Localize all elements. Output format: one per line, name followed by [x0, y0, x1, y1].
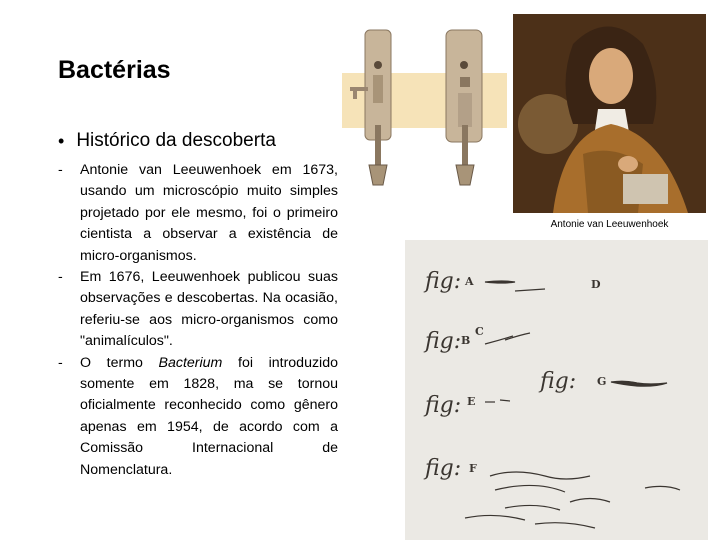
figure-letter-f: F: [469, 462, 477, 475]
list-item: [58, 267, 338, 353]
slide-title: Bactérias: [58, 56, 171, 84]
bullet-heading: [58, 130, 276, 152]
fig-label: fig:: [540, 369, 577, 394]
portrait-image: [513, 14, 706, 213]
bullet-dot-icon: •: [58, 130, 65, 151]
figure-letter-a: A: [465, 275, 474, 288]
fig-label: fig:: [425, 329, 462, 354]
microscope-front-image: [345, 25, 405, 195]
fig-label: fig:: [425, 393, 462, 418]
text-before: O termo: [80, 354, 159, 371]
list-item: [58, 160, 338, 267]
portrait-caption: Antonie van Leeuwenhoek: [550, 219, 669, 230]
list-item-text: Em 1676, Leeuwenhoek publicou suas observações e descobertas. Na ocasião, referiu-se aos micro-organismos como "animalículos".: [80, 269, 338, 350]
list-item-text: Antonie van Leeuwenhoek em 1673, usando um microscópio muito simples projetado por ele mesmo, foi o primeiro cientista a observar a existência de micro-organismos.: [80, 162, 338, 264]
italic-term: Bacterium: [158, 354, 223, 371]
bacteria-drawing-image: [405, 240, 708, 540]
dash-marker: -: [58, 269, 63, 286]
text-after: foi introduzido somente em 1828, ma se tornou oficialmente reconhecido como gênero apenas em 1954, de acordo com a Comissão Internacional de Nomenclatura.: [80, 354, 338, 478]
fig-label: fig:: [425, 269, 462, 294]
figure-letter-e: E: [467, 395, 476, 408]
dash-marker: -: [58, 354, 63, 371]
history-list: [58, 160, 338, 481]
list-item-text: [80, 353, 338, 481]
figure-letter-b: B: [461, 334, 471, 347]
list-item: [58, 353, 338, 481]
bullet-heading-text: Histórico da descoberta: [76, 130, 276, 151]
figure-letter-d: D: [591, 278, 601, 291]
dash-marker: -: [58, 162, 63, 178]
microscope-back-image: [440, 25, 500, 195]
fig-label: fig:: [425, 456, 462, 481]
figure-letter-c: C: [475, 325, 484, 338]
figure-letter-g: G: [597, 375, 607, 388]
